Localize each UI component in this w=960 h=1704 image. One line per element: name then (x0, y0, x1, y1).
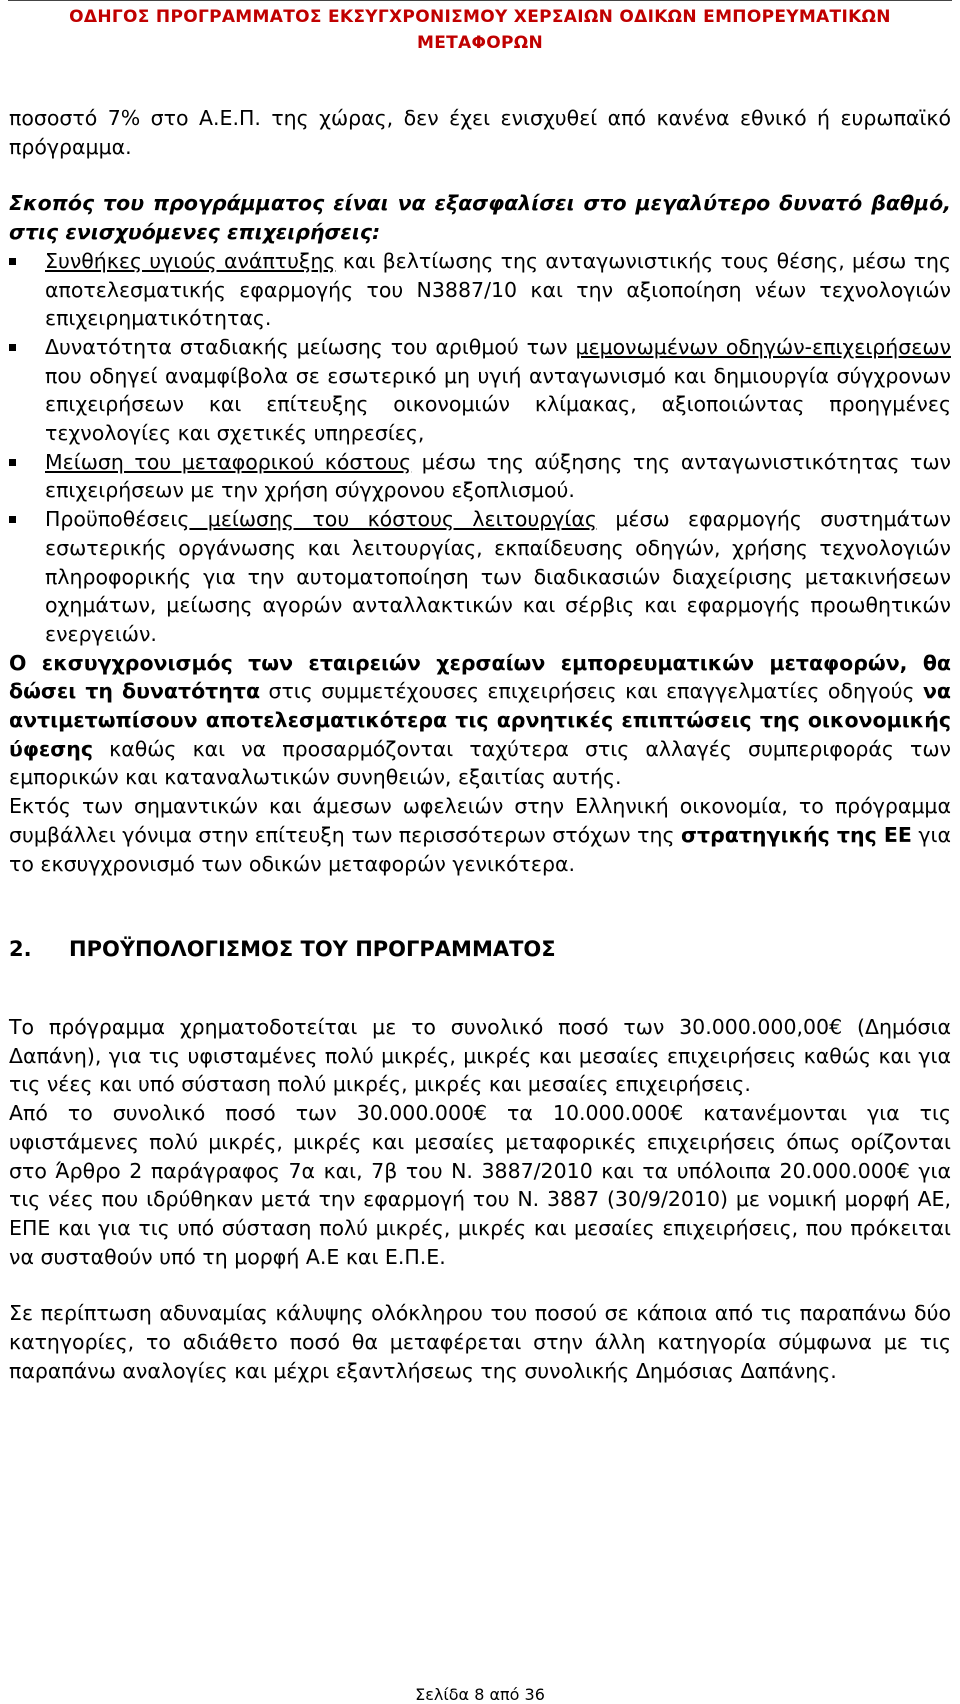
bold-text: Ο εκσυγχρονισμός των εταιρειών χερσαίων εμπορευματικών μεταφορών, θα δώσει τη δυνατότητα (9, 650, 951, 704)
bullet-marker (9, 258, 16, 265)
document-header (0, 4, 960, 56)
bullet-marker (9, 459, 16, 466)
bullet-text: Προϋποθέσεις (45, 507, 190, 532)
bullet-text: και βελτίωσης της ανταγωνιστικής τους θέσης, μέσω της αποτελεσματικής εφαρμογής του Ν3887/10 και την αξιοποίηση νέων τεχνολογιών επιχειρηματικότητας. (45, 248, 951, 331)
budget-paragraph: Από το συνολικό ποσό των 30.000.000€ τα 10.000.000€ κατανέμονται για τις υφιστάμενες πολύ μικρές, μικρές και μεσαίες μεταφορικές επιχειρήσεις όπως ορίζονται στο Άρθρο 2 παράγραφος 7α και, 7β του Ν. 3887/2010 και τα υπόλοιπα 20.000.000€ για τις νέες που ιδρύθηκαν μετά την εφαρμογή του Ν. 3887 (30/9/2010) με νομική μορφή ΑΕ, ΕΠΕ και για τις υπό σύσταση πολύ μικρές, μικρές και μεσαίες επιχειρήσεις, που πρόκειται να συσταθούν υπό τη μορφή Α.Ε και Ε.Π.Ε. (9, 1101, 951, 1269)
page-number-footer: Σελίδα 8 από 36 (415, 1685, 545, 1704)
budget-paragraph: Το πρόγραμμα χρηματοδοτείται με το συνολικό ποσό των 30.000.000,00€ (Δημόσια Δαπάνη), για τις υφισταμένες πολύ μικρές, μικρές και μεσαίες επιχειρήσεις καθώς και για τις νέες και υπό σύσταση πολύ μικρές, μικρές και μεσαίες επιχειρήσεις. (9, 1014, 951, 1097)
bullet-underlined: Μείωση του μεταφορικού κόστους (45, 449, 412, 474)
bullet-item (9, 333, 951, 448)
bullet-item (9, 247, 951, 333)
section-number: 2. (9, 937, 32, 962)
intro-paragraph: ποσοστό 7% στο Α.Ε.Π. της χώρας, δεν έχει ενισχυθεί από κανένα εθνικό ή ευρωπαϊκό πρόγραμμα. (9, 106, 951, 159)
section-title: ΠΡΟΫΠΟΛΟΓΙΣΜΟΣ ΤΟΥ ΠΡΟΓΡΑΜΜΑΤΟΣ (69, 937, 556, 962)
bullet-underlined: μεμονωμένων οδηγών-επιχειρήσεων (575, 334, 951, 359)
page-content (9, 104, 951, 1385)
bold-text: να αντιμετωπίσουν αποτελεσματικότερα τις αρνητικές επιπτώσεις της οικονομικής ύφεσης (9, 679, 951, 761)
purpose-title: Σκοπός του προγράμματος είναι να εξασφαλίσει στο μεγαλύτερο δυνατό βαθμό, στις ενισχυόμενες επιχειρήσεις: (9, 191, 951, 245)
bullet-text: που οδηγεί αναμφίβολα σε εσωτερικό μη υγιή ανταγωνισμό και δημιουργία σύγχρονων επιχειρήσεων και επίτευξης οικονομιών κλίμακας, αξιοποιώντας προηγμένες τεχνολογίες και σχετικές υπηρεσίες, (45, 363, 951, 446)
bullet-marker (9, 516, 16, 523)
paragraph-text: καθώς και να προσαρμόζονται ταχύτερα στις αλλαγές συμπεριφοράς των εμπορικών και καταναλωτικών συνηθειών, εξαιτίας αυτής. (9, 736, 951, 790)
bullet-item (9, 505, 951, 649)
bullet-underlined: μείωσης του κόστους λειτουργίας (189, 507, 597, 532)
modernization-paragraph (9, 649, 951, 793)
bold-text: στρατηγικής της ΕΕ (681, 822, 912, 847)
paragraph-text: για το εκσυγχρονισμό των οδικών μεταφορών γενικότερα. (9, 822, 951, 876)
bullet-text: Δυνατότητα σταδιακής μείωσης του αριθμού των (45, 334, 576, 359)
budget-paragraph: Σε περίπτωση αδυναμίας κάλυψης ολόκληρου του ποσού σε κάποια από τις παραπάνω δύο κατηγορίες, το αδιάθετο ποσό θα μεταφέρεται στην άλλη κατηγορία σύμφωνα με τις παραπάνω αναλογίες και μέχρι εξαντλήσεως της συνολικής Δημόσιας Δαπάνης. (9, 1301, 951, 1383)
paragraph-text: Εκτός των σημαντικών και άμεσων ωφελειών στην Ελληνική οικονομία, το πρόγραμμα συμβάλλει γόνιμα στην επίτευξη των περισσότερων στόχων της (9, 794, 951, 847)
benefits-paragraph (9, 792, 951, 878)
header-line-2: ΜΕΤΑΦΟΡΩΝ (416, 33, 544, 53)
bullet-text: μέσω εφαρμογής συστημάτων εσωτερικής οργάνωσης και λειτουργίας, εκπαίδευσης οδηγών, χρήσης τεχνολογιών πληροφορικής για την αυτοματοποίηση των διαδικασιών διαχείρισης μετακινήσεων οχημάτων, μείωσης αγορών ανταλλακτικών και σέρβις και εφαρμογής προωθητικών ενεργειών. (45, 507, 951, 646)
bullet-underlined: Συνθήκες υγιούς ανάπτυξης (45, 248, 336, 273)
bullet-item (9, 448, 951, 505)
header-rule (8, 0, 952, 1)
paragraph-text: στις συμμετέχουσες επιχειρήσεις και επαγγελματίες οδηγούς (260, 679, 923, 704)
bullet-marker (9, 344, 16, 351)
bullet-text: μέσω της αύξησης της ανταγωνιστικότητας των επιχειρήσεων με την χρήση σύγχρονου εξοπλισμού. (45, 449, 952, 503)
header-line-1: ΟΔΗΓΟΣ ΠΡΟΓΡΑΜΜΑΤΟΣ ΕΚΣΥΓΧΡΟΝΙΣΜΟΥ ΧΕΡΣΑΙΩΝ ΟΔΙΚΩΝ ΕΜΠΟΡΕΥΜΑΤΙΚΩΝ (69, 7, 891, 27)
section-heading (9, 935, 951, 964)
